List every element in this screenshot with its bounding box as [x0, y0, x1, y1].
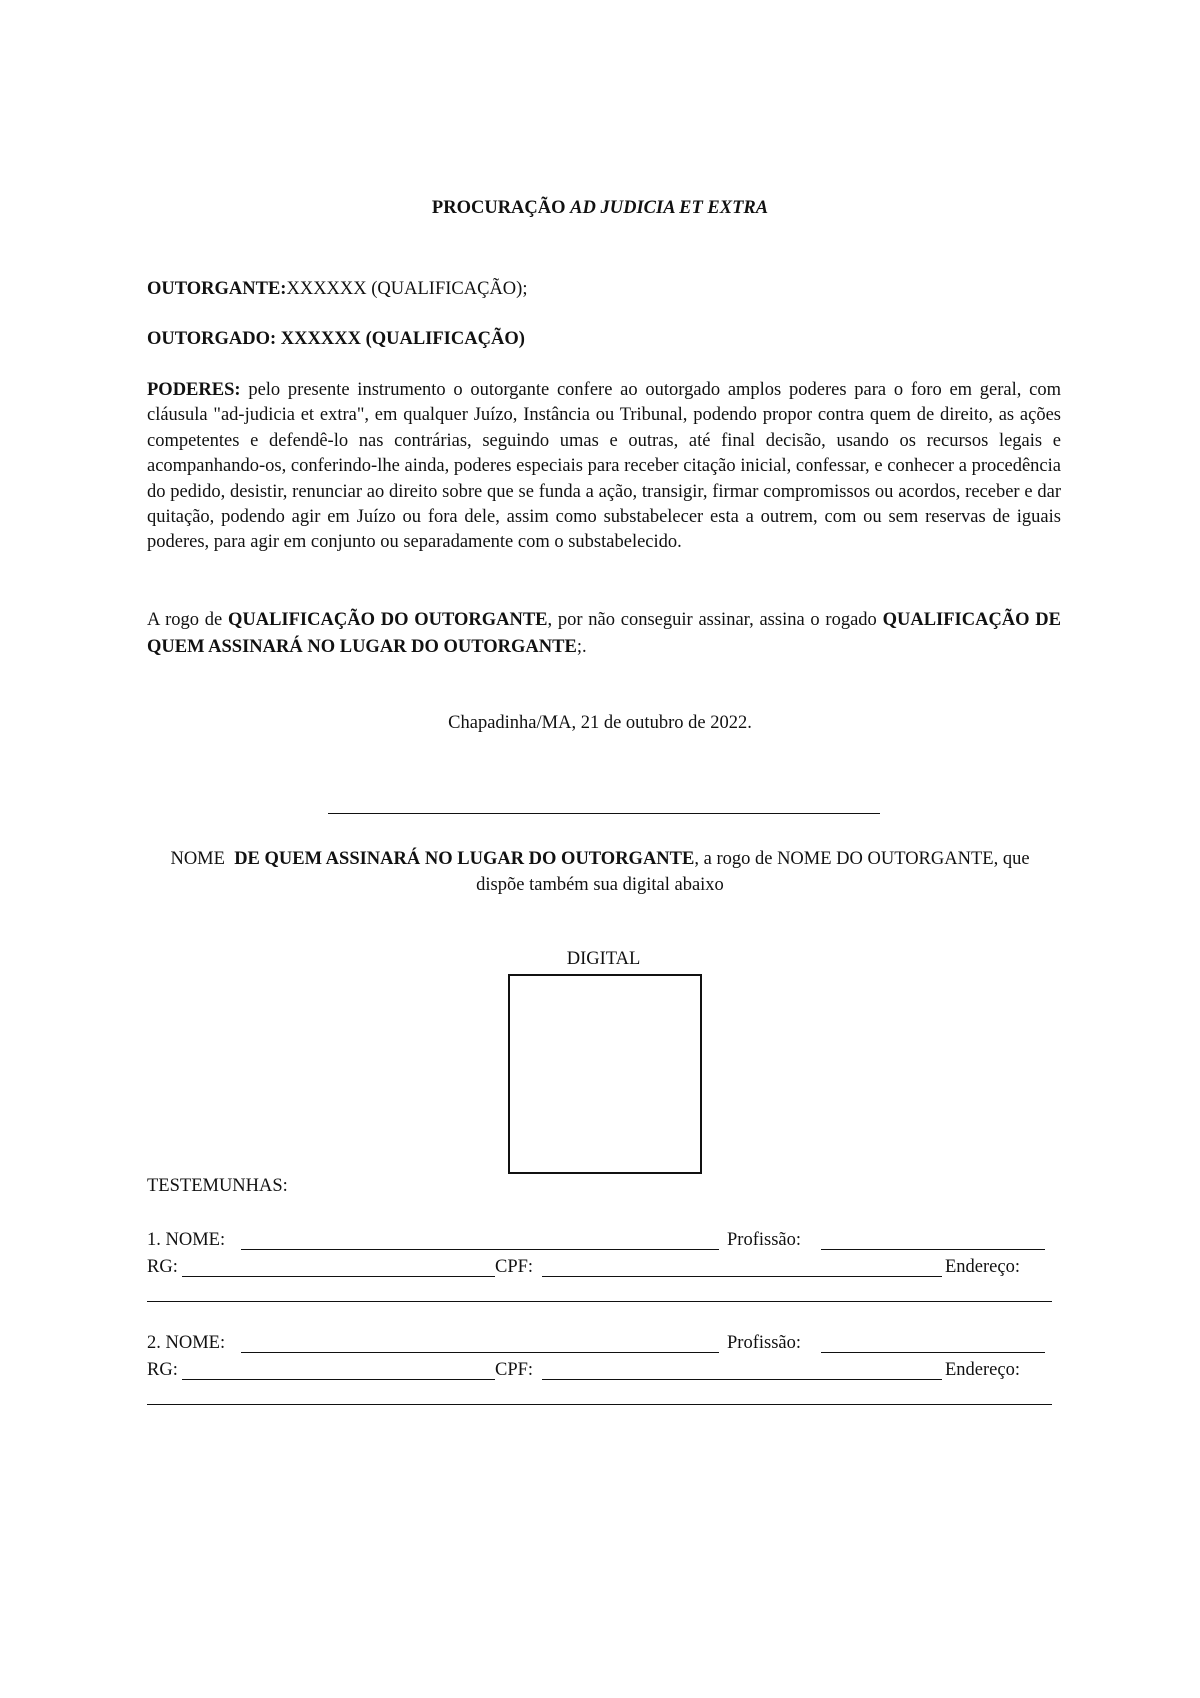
witness-2-doc-row: [147, 1360, 1052, 1384]
witness-2-name-field[interactable]: [241, 1352, 719, 1353]
signer-suffix: , a rogo de NOME DO OUTORGANTE, que dispõe também sua digital abaixo: [476, 849, 1030, 895]
witness-2-rg-field[interactable]: [182, 1379, 495, 1380]
witness-rg-label: RG:: [147, 1360, 178, 1380]
title-prefix: PROCURAÇÃO: [431, 198, 566, 218]
witness-profissao-label: Profissão:: [727, 1333, 801, 1353]
signer-caption: [160, 846, 1040, 898]
document-title: [0, 198, 1200, 219]
fingerprint-box: [508, 974, 702, 1174]
poderes-paragraph: [147, 378, 1061, 556]
rogo-paragraph: [147, 607, 1061, 661]
outorgado-line: OUTORGADO: XXXXXX (QUALIFICAÇÃO): [147, 329, 525, 349]
outorgante-value: XXXXXX (QUALIFICAÇÃO);: [286, 279, 528, 299]
poderes-label: PODERES:: [147, 380, 241, 400]
title-italic: AD JUDICIA ET EXTRA: [570, 198, 769, 218]
witness-cpf-label: CPF:: [495, 1360, 534, 1380]
witness-1-rg-field[interactable]: [182, 1276, 495, 1277]
outorgante-line: [147, 279, 527, 300]
witness-endereco-label: Endereço:: [945, 1257, 1020, 1277]
witness-2-endereco-field[interactable]: [147, 1404, 1052, 1405]
witnesses-label: TESTEMUNHAS:: [147, 1176, 288, 1196]
outorgante-label: OUTORGANTE:: [147, 279, 287, 299]
witness-rg-label: RG:: [147, 1257, 178, 1277]
witness-1-profissao-field[interactable]: [821, 1249, 1045, 1250]
witness-endereco-label: Endereço:: [945, 1360, 1020, 1380]
witness-1-doc-row: [147, 1257, 1052, 1281]
witness-1-name-row: [147, 1230, 1052, 1254]
place-date: Chapadinha/MA, 21 de outubro de 2022.: [448, 713, 752, 733]
rogo-outorgante: QUALIFICAÇÃO DO OUTORGANTE: [227, 610, 548, 630]
rogo-prefix: A rogo de: [147, 610, 223, 630]
digital-label: DIGITAL: [566, 949, 641, 969]
witness-cpf-label: CPF:: [495, 1257, 534, 1277]
witness-2-cpf-field[interactable]: [542, 1379, 942, 1380]
witness-1-endereco-field[interactable]: [147, 1301, 1052, 1302]
witness-nome-label: 2. NOME:: [147, 1333, 226, 1353]
witness-2-profissao-field[interactable]: [821, 1352, 1045, 1353]
signer-bold: DE QUEM ASSINARÁ NO LUGAR DO OUTORGANTE: [234, 849, 695, 869]
signer-prefix: NOME: [170, 849, 225, 869]
witness-1-name-field[interactable]: [241, 1249, 719, 1250]
witness-profissao-label: Profissão:: [727, 1230, 801, 1250]
rogo-middle: , por não conseguir assinar, assina o rogado: [547, 610, 877, 630]
poderes-text: pelo presente instrumento o outorgante confere ao outorgado amplos poderes para o foro em geral, com cláusula "ad-judicia et extra", em qualquer Juízo, Instância ou Tribunal, podendo propor contra quem de direito, as ações competentes e defendê-lo nas contrárias, seguindo umas e outras, até final decisão, usando os recursos legais e acompanhando-os, conferindo-lhe ainda, poderes especiais para receber citação inicial, confessar, e conhecer a procedência do pedido, desistir, renunciar ao direito sobre que se funda a ação, transigir, firmar compromissos ou acordos, receber e dar quitação, podendo agir em Juízo ou fora dele, assim como substabelecer esta a outrem, com ou sem reservas de iguais poderes, para agir em conjunto ou separadamente com o substabelecido.: [147, 380, 1062, 553]
witness-nome-label: 1. NOME:: [147, 1230, 226, 1250]
witness-1-cpf-field[interactable]: [542, 1276, 942, 1277]
rogo-suffix: ;.: [576, 637, 587, 657]
witness-2-name-row: [147, 1333, 1052, 1357]
rogo-rogado: QUALIFICAÇÃO DE QUEM ASSINARÁ NO LUGAR DO OUTORGANTE: [147, 610, 1062, 657]
signature-line: [328, 813, 880, 814]
